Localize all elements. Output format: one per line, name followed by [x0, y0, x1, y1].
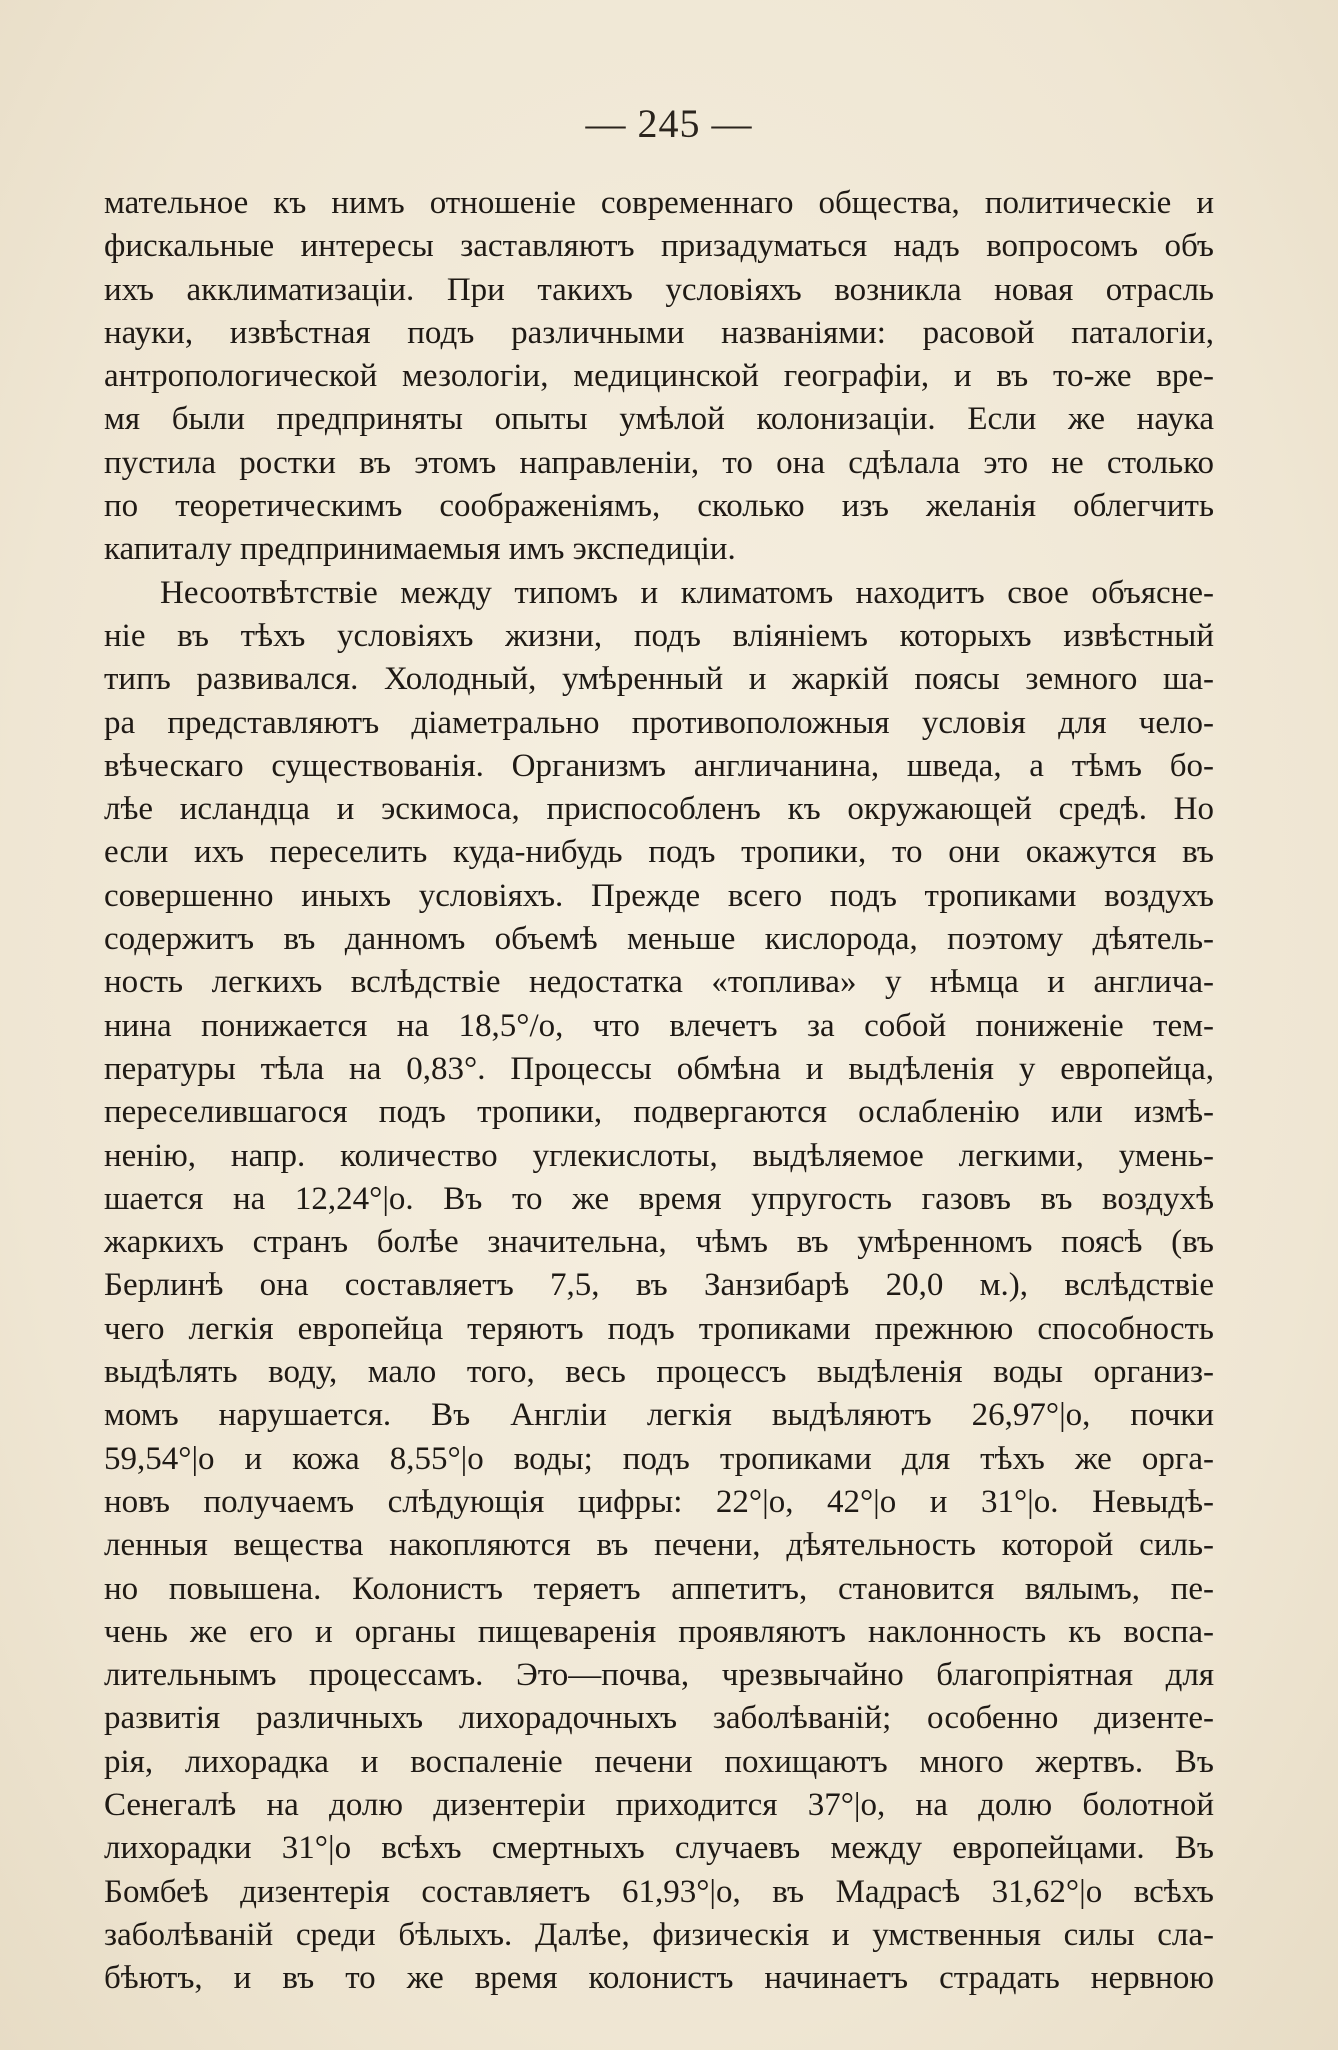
text-line: мя были предприняты опыты умѣлой колонизаціи. Если же наука [104, 401, 1214, 438]
text-line-paragraph-start: Несоотвѣтствіе между типомъ и климатомъ находитъ свое объясне- [160, 574, 1214, 611]
text-line: ненію, напр. количество углекислоты, выдѣляемое легкими, умень- [104, 1137, 1214, 1174]
text-line: новъ получаемъ слѣдующія цифры: 22°|o, 42°|o и 31°|o. Невыдѣ- [104, 1483, 1214, 1520]
text-line: чего легкія европейца теряютъ подъ тропиками прежнюю способность [104, 1310, 1214, 1347]
text-line: науки, извѣстная подъ различными названіями: расовой паталогіи, [104, 314, 1214, 351]
text-line: бѣютъ, и въ то же время колонистъ начинаетъ страдать нервною [104, 1960, 1214, 1997]
text-line: заболѣваній среди бѣлыхъ. Далѣе, физическія и умственныя силы сла- [104, 1916, 1214, 1953]
text-line: фискальные интересы заставляютъ призадуматься надъ вопросомъ объ [104, 228, 1214, 265]
text-line: Берлинѣ она составляетъ 7,5, въ Занзибарѣ 20,0 м.), вслѣдствіе [104, 1267, 1214, 1304]
text-line: лихорадки 31°|o всѣхъ смертныхъ случаевъ между европейцами. Въ [104, 1830, 1214, 1867]
text-line: Бомбеѣ дизентерія составляетъ 61,93°|o, въ Мадрасѣ 31,62°|o всѣхъ [104, 1873, 1214, 1910]
text-line: чень же его и органы пищеваренія проявляютъ наклонность къ воспа- [104, 1613, 1214, 1650]
text-line: мательное къ нимъ отношеніе современнаго общества, политическіе и [104, 185, 1214, 221]
page-number: — 245 — [585, 101, 753, 146]
text-line: 59,54°|o и кожа 8,55°|o воды; подъ тропиками для тѣхъ же орга- [104, 1440, 1214, 1477]
text-line: жаркихъ странъ болѣе значительна, чѣмъ въ умѣренномъ поясѣ (въ [104, 1224, 1214, 1261]
text-line: вѣческаго существованія. Организмъ англичанина, шведа, а тѣмъ бо- [104, 747, 1214, 784]
text-line: по теоретическимъ соображеніямъ, сколько изъ желанія облегчить [104, 488, 1214, 525]
text-line: антропологической мезологіи, медицинской географіи, и въ то-же вре- [104, 358, 1214, 395]
text-line: шается на 12,24°|o. Въ то же время упругость газовъ въ воздухѣ [104, 1180, 1214, 1217]
text-line: Сенегалѣ на долю дизентеріи приходится 37°|o, на долю болотной [104, 1786, 1214, 1823]
text-line: если ихъ переселить куда-нибудь подъ тропики, то они окажутся въ [104, 834, 1214, 871]
text-line: момъ нарушается. Въ Англіи легкія выдѣляютъ 26,97°|o, почки [104, 1397, 1214, 1434]
text-line: но повышена. Колонистъ теряетъ аппетитъ, становится вялымъ, пе- [104, 1570, 1214, 1607]
text-line: переселившагося подъ тропики, подвергаются ослабленію или измѣ- [104, 1094, 1214, 1131]
text-line: ніе въ тѣхъ условіяхъ жизни, подъ вліяніемъ которыхъ извѣстный [104, 617, 1214, 654]
body-text [104, 182, 1214, 2000]
text-line: типъ развивался. Холодный, умѣренный и жаркій поясы земного ша- [104, 661, 1214, 698]
text-line: содержитъ въ данномъ объемѣ меньше кислорода, поэтому дѣятель- [104, 921, 1214, 958]
text-line: развитія различныхъ лихорадочныхъ заболѣваній; особенно дизенте- [104, 1700, 1214, 1737]
text-line: рія, лихорадка и воспаленіе печени похищаютъ много жертвъ. Въ [104, 1743, 1214, 1780]
text-line: ихъ акклиматизаціи. При такихъ условіяхъ возникла новая отрасль [104, 271, 1214, 308]
text-line: совершенно иныхъ условіяхъ. Прежде всего подъ тропиками воздухъ [104, 877, 1214, 914]
text-line: пустила ростки въ этомъ направленіи, то она сдѣлала это не столько [104, 444, 1214, 481]
text-line: нина понижается на 18,5°/o, что влечетъ за собой пониженіе тем- [104, 1007, 1214, 1044]
text-line: лѣе исландца и эскимоса, приспособленъ къ окружающей средѣ. Но [104, 791, 1214, 828]
text-line: выдѣлять воду, мало того, весь процессъ выдѣленія воды организ- [104, 1354, 1214, 1391]
text-line: ра представляютъ діаметрально противоположныя условія для чело- [104, 704, 1214, 741]
text-line: ленныя вещества накопляются въ печени, дѣятельность которой силь- [104, 1527, 1214, 1564]
text-line: ность легкихъ вслѣдствіе недостатка «топлива» у нѣмца и англича- [104, 964, 1214, 1001]
text-line-paragraph-end: капиталу предпринимаемыя имъ экспедиціи. [104, 531, 736, 568]
text-line: лительнымъ процессамъ. Это—почва, чрезвычайно благопріятная для [104, 1657, 1214, 1694]
text-line: пературы тѣла на 0,83°. Процессы обмѣна и выдѣленія у европейца, [104, 1050, 1214, 1087]
